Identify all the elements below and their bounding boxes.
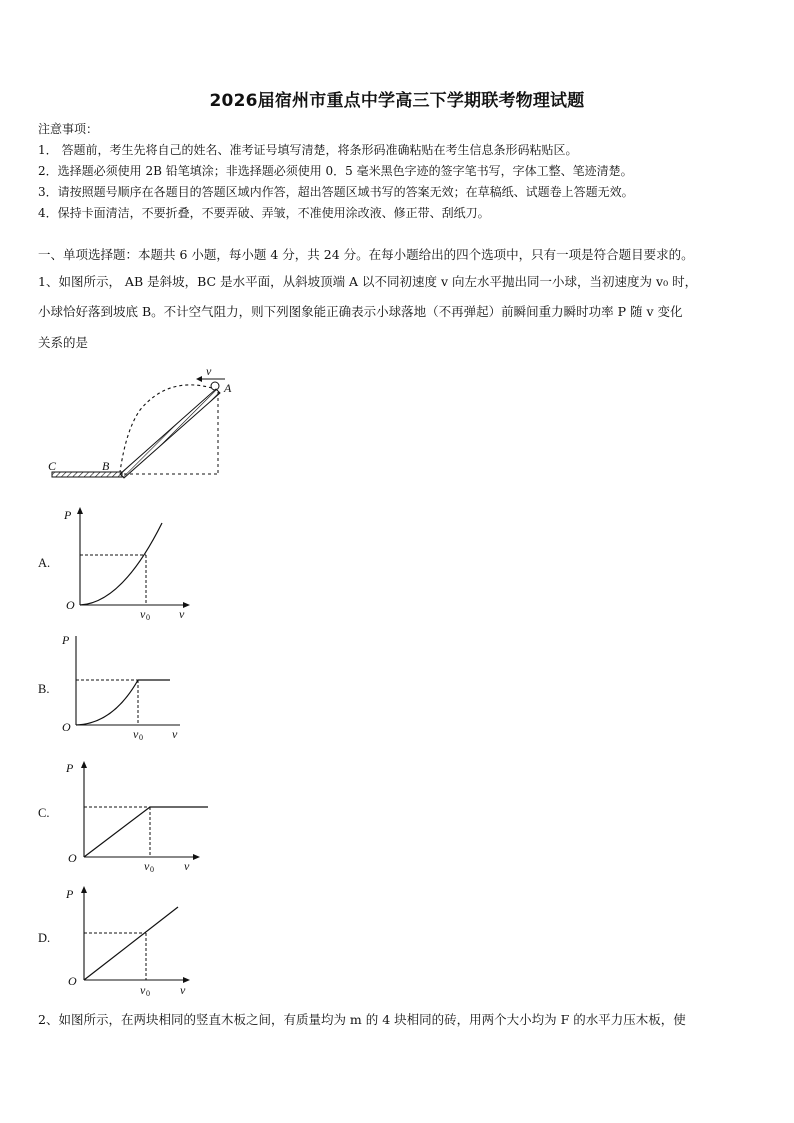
tick-sub: 0 — [150, 865, 154, 874]
y-axis-arrowhead — [81, 761, 87, 768]
label-C: C — [48, 459, 57, 473]
option-a-graph[interactable] — [62, 505, 202, 623]
y-label: P — [66, 761, 74, 775]
y-label: P — [64, 508, 72, 522]
tick-sub: 0 — [139, 733, 143, 742]
origin-label: O — [68, 851, 77, 865]
x-axis-arrowhead — [193, 854, 200, 860]
option-b-label[interactable]: B. — [38, 682, 50, 696]
x-label: v — [172, 727, 178, 741]
slope-surface — [120, 389, 220, 478]
notice-item-1: 1． 答题前，考生先将自己的姓名、准考证号填写清楚，将条形码准确粘贴在考生信息条形码粘贴区。 — [38, 143, 578, 157]
tick-sub: 0 — [146, 613, 150, 622]
page-title: 2026届宿州市重点中学高三下学期联考物理试题 — [209, 91, 585, 111]
option-c-label[interactable]: C. — [38, 806, 50, 820]
x-label: v — [184, 859, 190, 873]
line — [84, 907, 178, 980]
origin-label: O — [62, 720, 71, 734]
label-B: B — [102, 459, 110, 473]
notice-heading: 注意事项： — [38, 122, 99, 136]
question-1-line-1: 1、如图所示， AB 是斜坡，BC 是水平面，从斜坡顶端 A 以不同初速度 v 向左水平抛出同一小球，当初速度为 v₀ 时， — [38, 274, 698, 289]
question-1-line-3: 关系的是 — [38, 335, 89, 350]
slope-figure — [40, 362, 240, 487]
tick-label: v — [140, 983, 146, 997]
y-axis-arrowhead — [77, 507, 83, 514]
option-d-label[interactable]: D. — [38, 931, 51, 945]
x-label: v — [179, 607, 185, 621]
curve — [76, 680, 138, 725]
ramp — [84, 807, 150, 857]
option-b-graph[interactable] — [58, 632, 198, 742]
ball — [211, 382, 219, 390]
option-a-label[interactable]: A. — [38, 556, 51, 570]
notice-item-2: 2．选择题必须使用 2B 铅笔填涂；非选择题必须使用 0．5 毫米黑色字迹的签字笔书写，字体工整、笔迹清楚。 — [38, 164, 633, 178]
trajectory-curve — [120, 385, 212, 472]
tick-sub: 0 — [146, 989, 150, 998]
x-label: v — [180, 983, 186, 997]
origin-label: O — [68, 974, 77, 988]
origin-label: O — [66, 598, 75, 612]
option-d-graph[interactable] — [62, 885, 202, 1000]
question-1-line-2: 小球恰好落到坡底 B。不计空气阻力，则下列图象能正确表示小球落地（不再弹起）前瞬间重力瞬时功率 P 随 v 变化 — [38, 304, 683, 319]
notice-item-4: 4．保持卡面清洁，不要折叠，不要弄破、弄皱，不准使用涂改液、修正带、刮纸刀。 — [38, 206, 490, 220]
notice-item-3: 3．请按照题号顺序在各题目的答题区域内作答，超出答题区域书写的答案无效；在草稿纸、试题卷上答题无效。 — [38, 185, 634, 199]
ground-surface — [52, 472, 122, 477]
question-2-line-1: 2、如图所示，在两块相同的竖直木板之间，有质量均为 m 的 4 块相同的砖，用两个大小均为 F 的水平力压木板，使 — [38, 1012, 686, 1027]
y-label: P — [62, 633, 70, 647]
option-c-graph[interactable] — [62, 760, 212, 875]
velocity-arrowhead — [196, 376, 202, 382]
tick-label: v — [144, 859, 150, 873]
label-v: v — [206, 364, 212, 378]
curve — [80, 523, 162, 605]
y-label: P — [66, 887, 74, 901]
y-axis-arrowhead — [81, 886, 87, 893]
label-A: A — [224, 381, 232, 395]
section-heading: 一、单项选择题：本题共 6 小题，每小题 4 分，共 24 分。在每小题给出的四个选项中，只有一项是符合题目要求的。 — [38, 247, 694, 262]
tick-label: v — [140, 607, 146, 621]
tick-label: v — [133, 727, 139, 741]
